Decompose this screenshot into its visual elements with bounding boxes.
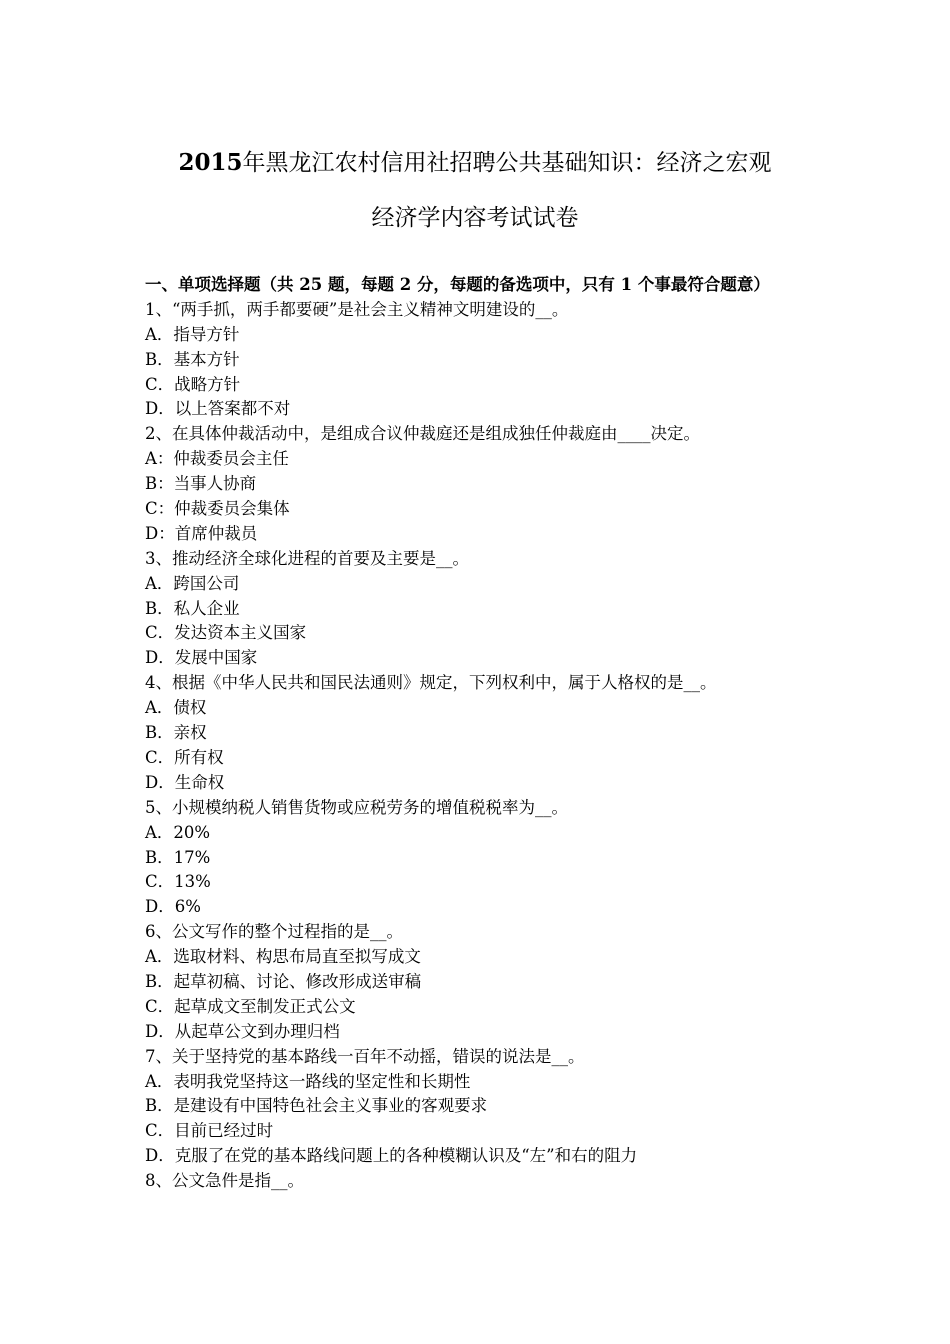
answer-option: A：仲裁委员会主任: [145, 449, 289, 469]
answer-option: C：仲裁委员会集体: [145, 499, 290, 519]
answer-option: B．是建设有中国特色社会主义事业的客观要求: [145, 1096, 488, 1116]
answer-option: C．起草成文至制发正式公文: [145, 996, 356, 1016]
document-title: [120, 148, 830, 233]
question-stem: 2、在具体仲裁活动中，是组成合议仲裁庭还是组成独任仲裁庭由____决定。: [145, 424, 700, 444]
answer-option: C．13%: [145, 872, 211, 892]
answer-option: D．6%: [145, 897, 201, 917]
answer-option: D．以上答案都不对: [145, 399, 291, 419]
question-stem: 6、公文写作的整个过程指的是__。: [145, 922, 403, 942]
section-heading: 一、单项选择题（共 25 题，每题 2 分，每题的备选项中，只有 1 个事最符合题意）: [145, 275, 770, 294]
question-stem: 5、小规模纳税人销售货物或应税劳务的增值税税率为__。: [145, 797, 568, 817]
answer-option: B．基本方针: [145, 349, 240, 369]
answer-option: D．发展中国家: [145, 648, 258, 668]
question-stem: 7、关于坚持党的基本路线一百年不动摇，错误的说法是__。: [145, 1046, 585, 1066]
answer-option: C．目前已经过时: [145, 1121, 274, 1141]
answer-option: B．起草初稿、讨论、修改形成送审稿: [145, 971, 422, 991]
title-line-1: [120, 148, 830, 178]
answer-option: C．战略方针: [145, 374, 241, 394]
answer-option: A．指导方针: [145, 324, 240, 344]
answer-option: B：当事人协商: [145, 474, 257, 494]
exam-content: [145, 273, 825, 1194]
answer-option: D．克服了在党的基本路线问题上的各种模糊认识及“左”和右的阻力: [145, 1146, 638, 1166]
answer-option: D：首席仲裁员: [145, 523, 258, 543]
title-year: 2015: [178, 149, 243, 176]
answer-option: B．17%: [145, 847, 211, 867]
answer-option: C．发达资本主义国家: [145, 623, 307, 643]
title-line-1-text: 年黑龙江农村信用社招聘公共基础知识：经济之宏观: [242, 150, 772, 176]
answer-option: A．跨国公司: [145, 573, 240, 593]
answer-option: B．亲权: [145, 723, 207, 743]
answer-option: A．选取材料、构思布局直至拟写成文: [145, 947, 421, 967]
question-stem: 3、推动经济全球化进程的首要及主要是__。: [145, 548, 469, 568]
answer-option: D．从起草公文到办理归档: [145, 1021, 340, 1041]
answer-option: A．20%: [145, 822, 211, 842]
answer-option: B．私人企业: [145, 598, 240, 618]
answer-option: A．表明我党坚持这一路线的坚定性和长期性: [145, 1071, 471, 1091]
answer-option: C．所有权: [145, 747, 224, 767]
title-line-2: 经济学内容考试试卷: [371, 205, 579, 231]
question-stem: 8、公文急件是指__。: [145, 1171, 304, 1191]
answer-option: D．生命权: [145, 772, 225, 792]
question-stem: 4、根据《中华人民共和国民法通则》规定，下列权利中，属于人格权的是__。: [145, 673, 717, 693]
answer-option: A．债权: [145, 698, 207, 718]
question-stem: 1、“两手抓，两手都要硬”是社会主义精神文明建设的__。: [145, 299, 569, 319]
question-list: [145, 298, 825, 1194]
